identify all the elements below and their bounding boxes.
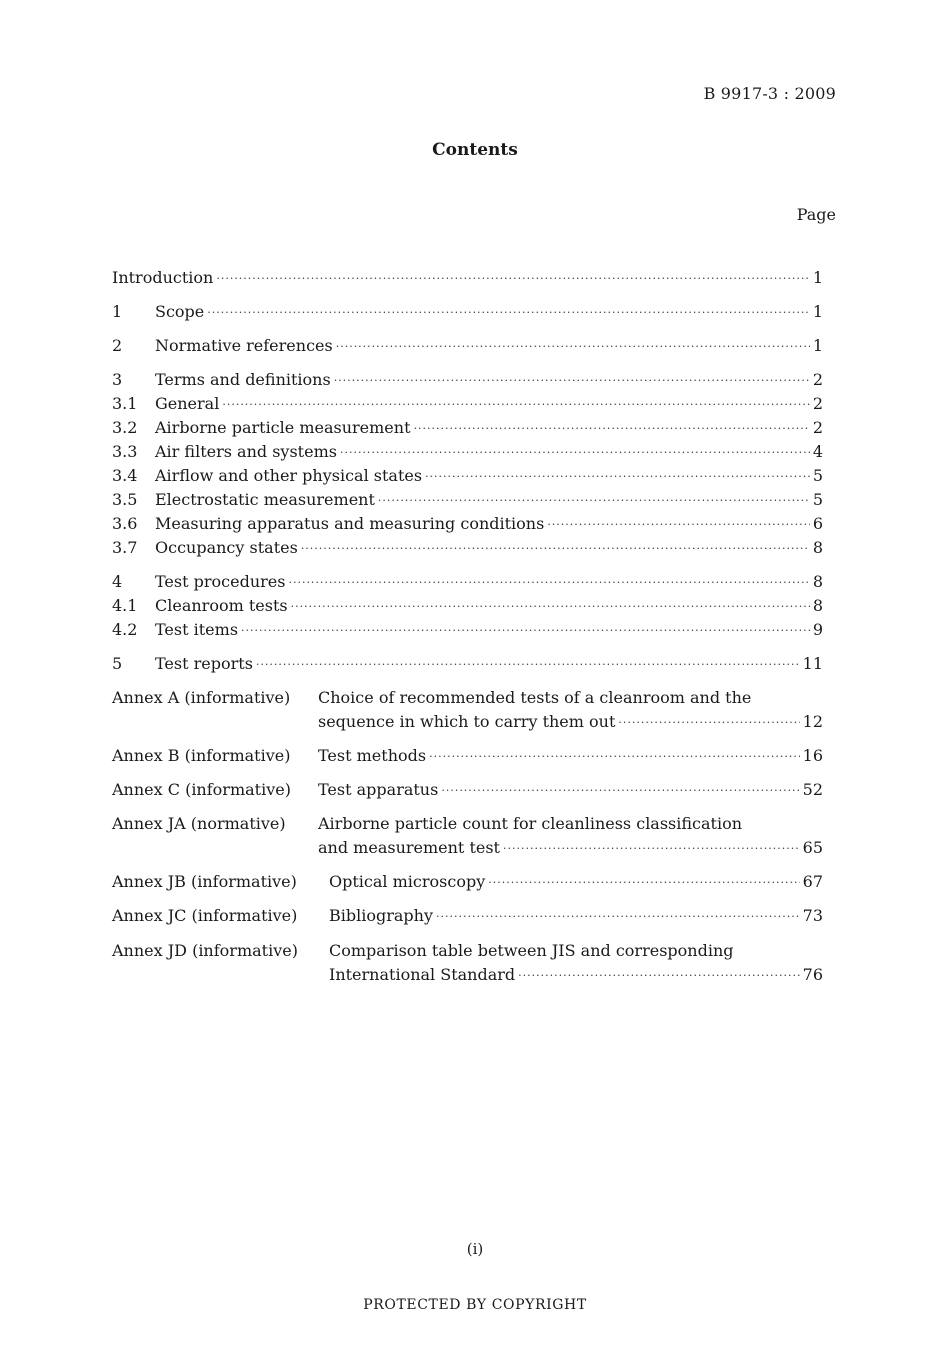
toc-entry-4-1[interactable] bbox=[112, 594, 823, 618]
toc-entry-page: 6 bbox=[812, 514, 823, 533]
leader-dots bbox=[547, 513, 810, 537]
toc-entry-label: Bibliography bbox=[329, 906, 433, 925]
toc-entry-page: 5 bbox=[812, 466, 823, 485]
toc-entry-label: Test reports bbox=[155, 654, 253, 673]
toc-entry-introduction[interactable] bbox=[112, 266, 823, 290]
toc-entry-number: 3.5 bbox=[112, 490, 138, 509]
toc-entry-label: Normative references bbox=[155, 336, 333, 355]
toc-entry-label: Occupancy states bbox=[155, 538, 298, 557]
toc-entry-page: 2 bbox=[812, 418, 823, 437]
toc-entry-number: 1 bbox=[112, 302, 123, 321]
annex-jd-title-line1: Comparison table between JIS and corresponding bbox=[329, 941, 734, 960]
toc-entry-label: sequence in which to carry them out bbox=[318, 712, 616, 731]
leader-dots bbox=[429, 745, 800, 769]
toc-entry-label: Airborne particle measurement bbox=[155, 418, 411, 437]
toc-entry-label: Scope bbox=[155, 302, 205, 321]
toc-entry-number: 3.1 bbox=[112, 394, 138, 413]
leader-dots bbox=[340, 441, 810, 465]
toc-entry-label: Test items bbox=[155, 620, 239, 639]
leader-dots bbox=[256, 653, 800, 677]
toc-entry-number: 3.4 bbox=[112, 466, 138, 485]
page-title: Contents bbox=[432, 140, 518, 160]
leader-dots bbox=[425, 465, 810, 489]
toc-entry-label: Measuring apparatus and measuring conditions bbox=[155, 514, 545, 533]
toc-entry-number: 4.1 bbox=[112, 596, 138, 615]
toc-entry-number: 3.2 bbox=[112, 418, 138, 437]
toc-entry-page: 1 bbox=[812, 302, 823, 321]
toc-entry-4[interactable] bbox=[112, 570, 823, 594]
leader-dots bbox=[222, 393, 809, 417]
leader-dots bbox=[301, 537, 810, 561]
toc-entry-annex-jb[interactable] bbox=[329, 870, 823, 894]
toc-entry-number: 3.7 bbox=[112, 538, 138, 557]
leader-dots bbox=[518, 964, 799, 988]
toc-entry-page: 5 bbox=[812, 490, 823, 509]
document-id: B 9917-3 : 2009 bbox=[703, 84, 836, 103]
leader-dots bbox=[336, 335, 810, 359]
toc-entry-3-6[interactable] bbox=[112, 512, 823, 536]
toc-entry-number: 3 bbox=[112, 370, 123, 389]
toc-entry-page: 8 bbox=[812, 572, 823, 591]
toc-entry-label: Cleanroom tests bbox=[155, 596, 288, 615]
toc-entry-3[interactable] bbox=[112, 368, 823, 392]
toc-entry-3-1[interactable] bbox=[112, 392, 823, 416]
leader-dots bbox=[503, 837, 800, 861]
toc-entry-5[interactable] bbox=[112, 652, 823, 676]
leader-dots bbox=[334, 369, 810, 393]
toc-entry-label: Airflow and other physical states bbox=[155, 466, 423, 485]
toc-entry-page: 52 bbox=[802, 780, 823, 799]
leader-dots bbox=[241, 619, 810, 643]
toc-entry-2[interactable] bbox=[112, 334, 823, 358]
toc-entry-3-7[interactable] bbox=[112, 536, 823, 560]
toc-entry-3-5[interactable] bbox=[112, 488, 823, 512]
annex-a-title-line1: Choice of recommended tests of a cleanroom and the bbox=[318, 688, 752, 707]
toc-entry-page: 16 bbox=[802, 746, 823, 765]
toc-entry-label: International Standard bbox=[329, 965, 516, 984]
toc-entry-annex-a[interactable] bbox=[318, 710, 823, 734]
toc-entry-page: 9 bbox=[812, 620, 823, 639]
toc-entry-number: 3.3 bbox=[112, 442, 138, 461]
toc-entry-label: Air filters and systems bbox=[155, 442, 337, 461]
toc-entry-annex-jc[interactable] bbox=[329, 904, 823, 928]
toc-entry-label: Optical microscopy bbox=[329, 872, 486, 891]
toc-entry-3-2[interactable] bbox=[112, 416, 823, 440]
annex-c-prefix: Annex C (informative) bbox=[112, 780, 291, 799]
toc-entry-page: 11 bbox=[802, 654, 823, 673]
toc-entry-page: 1 bbox=[812, 268, 823, 287]
annex-ja-title-line1: Airborne particle count for cleanliness classification bbox=[318, 814, 743, 833]
toc-entry-number: 5 bbox=[112, 654, 123, 673]
toc-entry-3-4[interactable] bbox=[112, 464, 823, 488]
leader-dots bbox=[436, 905, 800, 929]
toc-entry-annex-b[interactable] bbox=[318, 744, 823, 768]
toc-entry-label: Test procedures bbox=[155, 572, 286, 591]
leader-dots bbox=[288, 571, 809, 595]
toc-entry-4-2[interactable] bbox=[112, 618, 823, 642]
annex-a-prefix: Annex A (informative) bbox=[112, 688, 291, 707]
toc-entry-label: Test methods bbox=[318, 746, 427, 765]
toc-entry-number: 4 bbox=[112, 572, 123, 591]
toc-entry-label: Electrostatic measurement bbox=[155, 490, 375, 509]
toc-entry-annex-ja[interactable] bbox=[318, 836, 823, 860]
toc-entry-page: 12 bbox=[802, 712, 823, 731]
toc-entry-page: 65 bbox=[802, 838, 823, 857]
toc-entry-page: 67 bbox=[802, 872, 823, 891]
annex-jd-prefix: Annex JD (informative) bbox=[112, 941, 298, 960]
toc-entry-label: and measurement test bbox=[318, 838, 500, 857]
toc-entry-number: 4.2 bbox=[112, 620, 138, 639]
leader-dots bbox=[414, 417, 810, 441]
toc-entry-annex-jd[interactable] bbox=[329, 963, 823, 987]
toc-entry-3-3[interactable] bbox=[112, 440, 823, 464]
toc-entry-annex-c[interactable] bbox=[318, 778, 823, 802]
annex-jb-prefix: Annex JB (informative) bbox=[112, 872, 297, 891]
leader-dots bbox=[488, 871, 799, 895]
toc-entry-number: 3.6 bbox=[112, 514, 138, 533]
leader-dots bbox=[378, 489, 810, 513]
leader-dots bbox=[216, 267, 809, 291]
page-number: (i) bbox=[466, 1240, 484, 1258]
toc-entry-label: Terms and definitions bbox=[155, 370, 331, 389]
toc-entry-label: Introduction bbox=[112, 268, 214, 287]
toc-entry-page: 76 bbox=[802, 965, 823, 984]
annex-ja-prefix: Annex JA (normative) bbox=[112, 814, 286, 833]
leader-dots bbox=[207, 301, 810, 325]
toc-entry-page: 73 bbox=[802, 906, 823, 925]
annex-jc-prefix: Annex JC (informative) bbox=[112, 906, 298, 925]
toc-entry-page: 8 bbox=[812, 538, 823, 557]
toc-entry-page: 1 bbox=[812, 336, 823, 355]
copyright-notice: PROTECTED BY COPYRIGHT bbox=[363, 1297, 587, 1313]
toc-entry-label: Test apparatus bbox=[318, 780, 439, 799]
leader-dots bbox=[291, 595, 810, 619]
leader-dots bbox=[441, 779, 799, 803]
leader-dots bbox=[618, 711, 799, 735]
toc-entry-1[interactable] bbox=[112, 300, 823, 324]
toc-entry-page: 4 bbox=[812, 442, 823, 461]
toc-entry-page: 8 bbox=[812, 596, 823, 615]
page-column-label: Page bbox=[796, 205, 836, 224]
toc-entry-number: 2 bbox=[112, 336, 123, 355]
toc-entry-page: 2 bbox=[812, 370, 823, 389]
annex-b-prefix: Annex B (informative) bbox=[112, 746, 291, 765]
toc-entry-label: General bbox=[155, 394, 220, 413]
toc-entry-page: 2 bbox=[812, 394, 823, 413]
